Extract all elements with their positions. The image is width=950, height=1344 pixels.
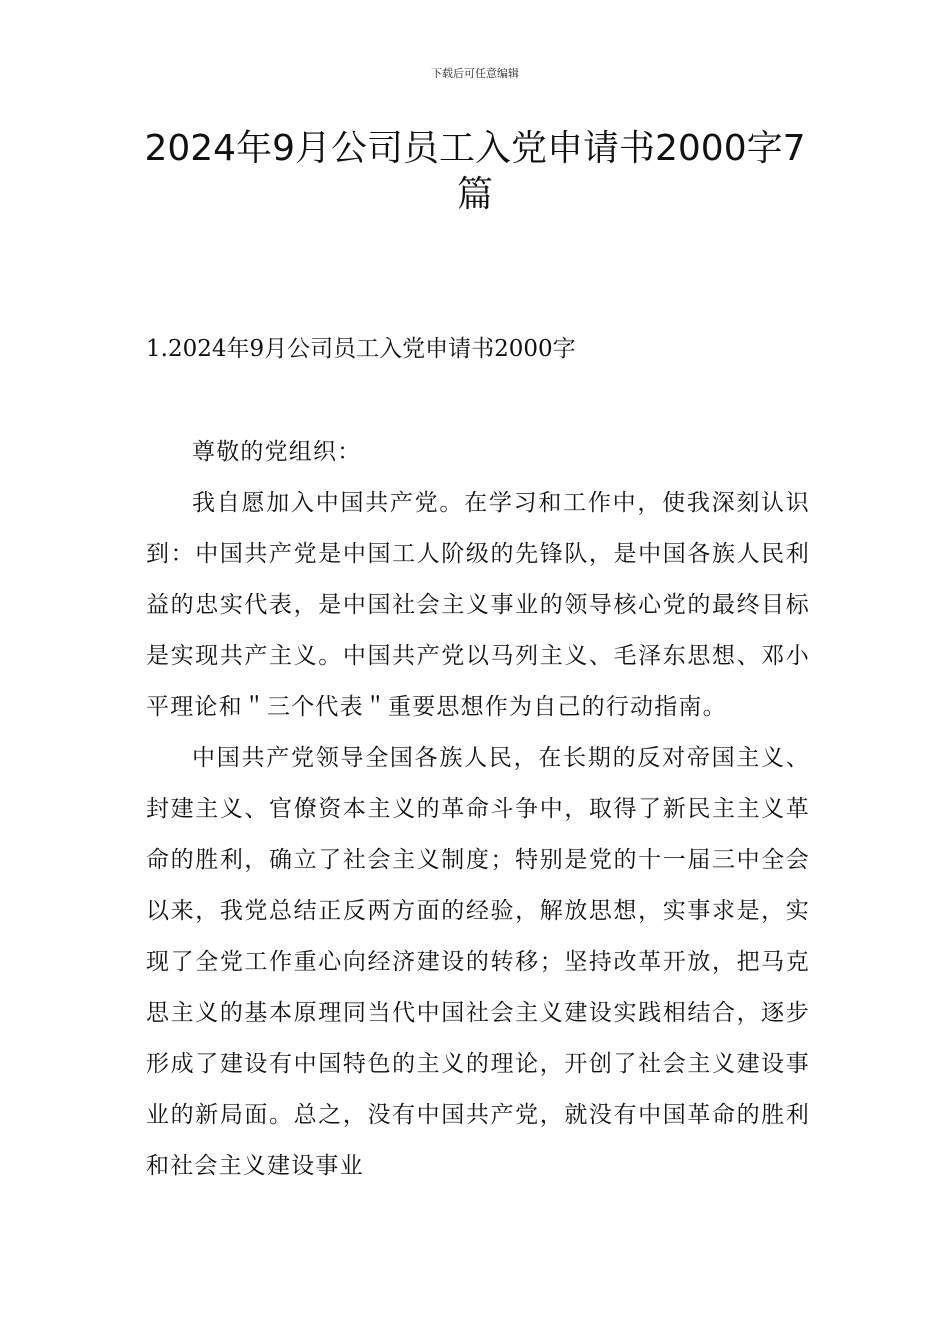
document-title: 2024年9月公司员工入党申请书2000字7篇 [144,128,806,215]
section-heading: 1.2024年9月公司员工入党申请书2000字 [146,336,576,362]
header-note: 下载后可任意编辑 [431,67,519,80]
salutation: 尊敬的党组织： [192,439,362,465]
document-body [146,427,810,1192]
paragraph-2: 中国共产党领导全国各族人民，在长期的反对帝国主义、封建主义、官僚资本主义的革命斗争中，取得了新民主主义革命的胜利，确立了社会主义制度；特别是党的十一届三中全会以来，我党总结正反两方面的经验，解放思想，实事求是，实现了全党工作重心向经济建设的转移；坚持改革开放，把马克思主义的基本原理同当代中国社会主义建设实践相结合，逐步形成了建设有中国特色的主义的理论，开创了社会主义建设事业的新局面。总之，没有中国共产党，就没有中国革命的胜利和社会主义建设事业 [146,745,810,1179]
paragraph-1: 我自愿加入中国共产党。在学习和工作中，使我深刻认识到：中国共产党是中国工人阶级的先锋队，是中国各族人民利益的忠实代表，是中国社会主义事业的领导核心党的最终目标是实现共产主义。中国共产党以马列主义、毛泽东思想、邓小平理论和＂三个代表＂重要思想作为自己的行动指南。 [146,490,810,720]
